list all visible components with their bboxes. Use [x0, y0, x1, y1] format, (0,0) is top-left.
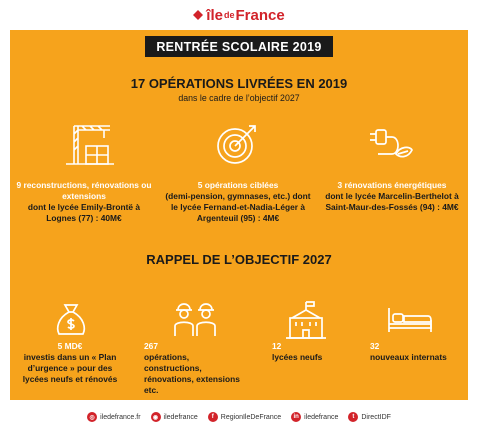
section1-item-1-lead: 9 reconstructions, rénovations ou extensions	[16, 180, 152, 201]
section1-item-2-lead: 5 opérations ciblées	[197, 180, 279, 190]
money-bag-icon	[54, 302, 88, 338]
crane-icon	[64, 122, 116, 166]
section2-item-4-detail: nouveaux internats	[370, 352, 447, 362]
section2-item-1	[14, 341, 126, 385]
section2-item-2	[144, 341, 244, 396]
section2-item-2-detail: opérations, constructions, rénovations, extensions etc.	[144, 352, 240, 395]
iledefrance-logo[interactable]	[193, 7, 284, 24]
footer-link-website[interactable]	[87, 412, 140, 422]
section2-title: RAPPEL DE L’OBJECTIF 2027	[146, 252, 332, 267]
workers-icon	[172, 298, 218, 338]
section1-item-2	[165, 180, 311, 224]
section2-item-4-lead: 32	[370, 341, 380, 351]
target-icon	[215, 122, 261, 166]
social-footer	[0, 402, 478, 432]
section1-item-1-detail: dont le lycée Emily-Brontë à Lognes (77) : 40M€	[27, 202, 141, 223]
footer-link-linkedin-label: iledefrance	[304, 413, 339, 421]
globe-icon: ◎	[87, 412, 97, 422]
section2-item-3-detail: lycées neufs	[272, 352, 323, 362]
footer-link-twitter[interactable]	[348, 412, 391, 422]
section2-item-4	[370, 341, 450, 363]
section2-item-3-lead: 12	[272, 341, 282, 351]
section2-item-1-lead: 5 MD€	[57, 341, 83, 351]
footer-link-instagram-label: iledefrance	[163, 413, 198, 421]
twitter-icon: t	[348, 412, 358, 422]
footer-link-twitter-label: DirectIDF	[361, 413, 391, 421]
title-banner: RENTRÉE SCOLAIRE 2019	[145, 36, 333, 57]
header-logo-bar	[0, 0, 478, 30]
section1-item-3-detail: dont le lycée Marcelin-Berthelot à Saint-Maur-des-Fossés (94) : 4M€	[325, 191, 459, 212]
section2-item-1-detail: investis dans un « Plan d’urgence » pour des lycées neufs et rénovés	[22, 352, 118, 384]
footer-link-facebook[interactable]	[208, 412, 281, 422]
footer-link-instagram[interactable]	[151, 412, 198, 422]
facebook-icon: f	[208, 412, 218, 422]
section1-item-3-lead: 3 rénovations énergétiques	[337, 180, 447, 190]
section1-item-2-detail: (demi-pension, gymnases, etc.) dont le lycée Fernand-et-Nadia-Léger à Argenteuil (95) : 4M€	[165, 191, 311, 223]
logo-mark-icon	[193, 10, 203, 20]
linkedin-icon: in	[291, 412, 301, 422]
school-building-icon	[284, 300, 328, 340]
logo-part-ile: île	[206, 6, 223, 24]
logo-part-france: France	[235, 6, 285, 24]
logo-part-de: de	[223, 10, 235, 20]
bed-icon	[386, 306, 434, 334]
section1-item-1	[14, 180, 154, 224]
instagram-icon: ◉	[151, 412, 161, 422]
footer-link-linkedin[interactable]	[291, 412, 338, 422]
footer-link-facebook-label: RegionIleDeFrance	[220, 413, 282, 421]
section2-item-2-lead: 267	[144, 341, 158, 351]
footer-link-website-label: iledefrance.fr	[100, 413, 141, 421]
section2-item-3	[272, 341, 342, 363]
plug-leaf-icon	[366, 124, 416, 164]
section1-item-3	[320, 180, 464, 213]
section1-subtitle: dans le cadre de l’objectif 2027	[178, 93, 300, 103]
infographic-panel	[10, 30, 468, 400]
section1-title: 17 OPÉRATIONS LIVRÉES EN 2019	[130, 76, 348, 91]
